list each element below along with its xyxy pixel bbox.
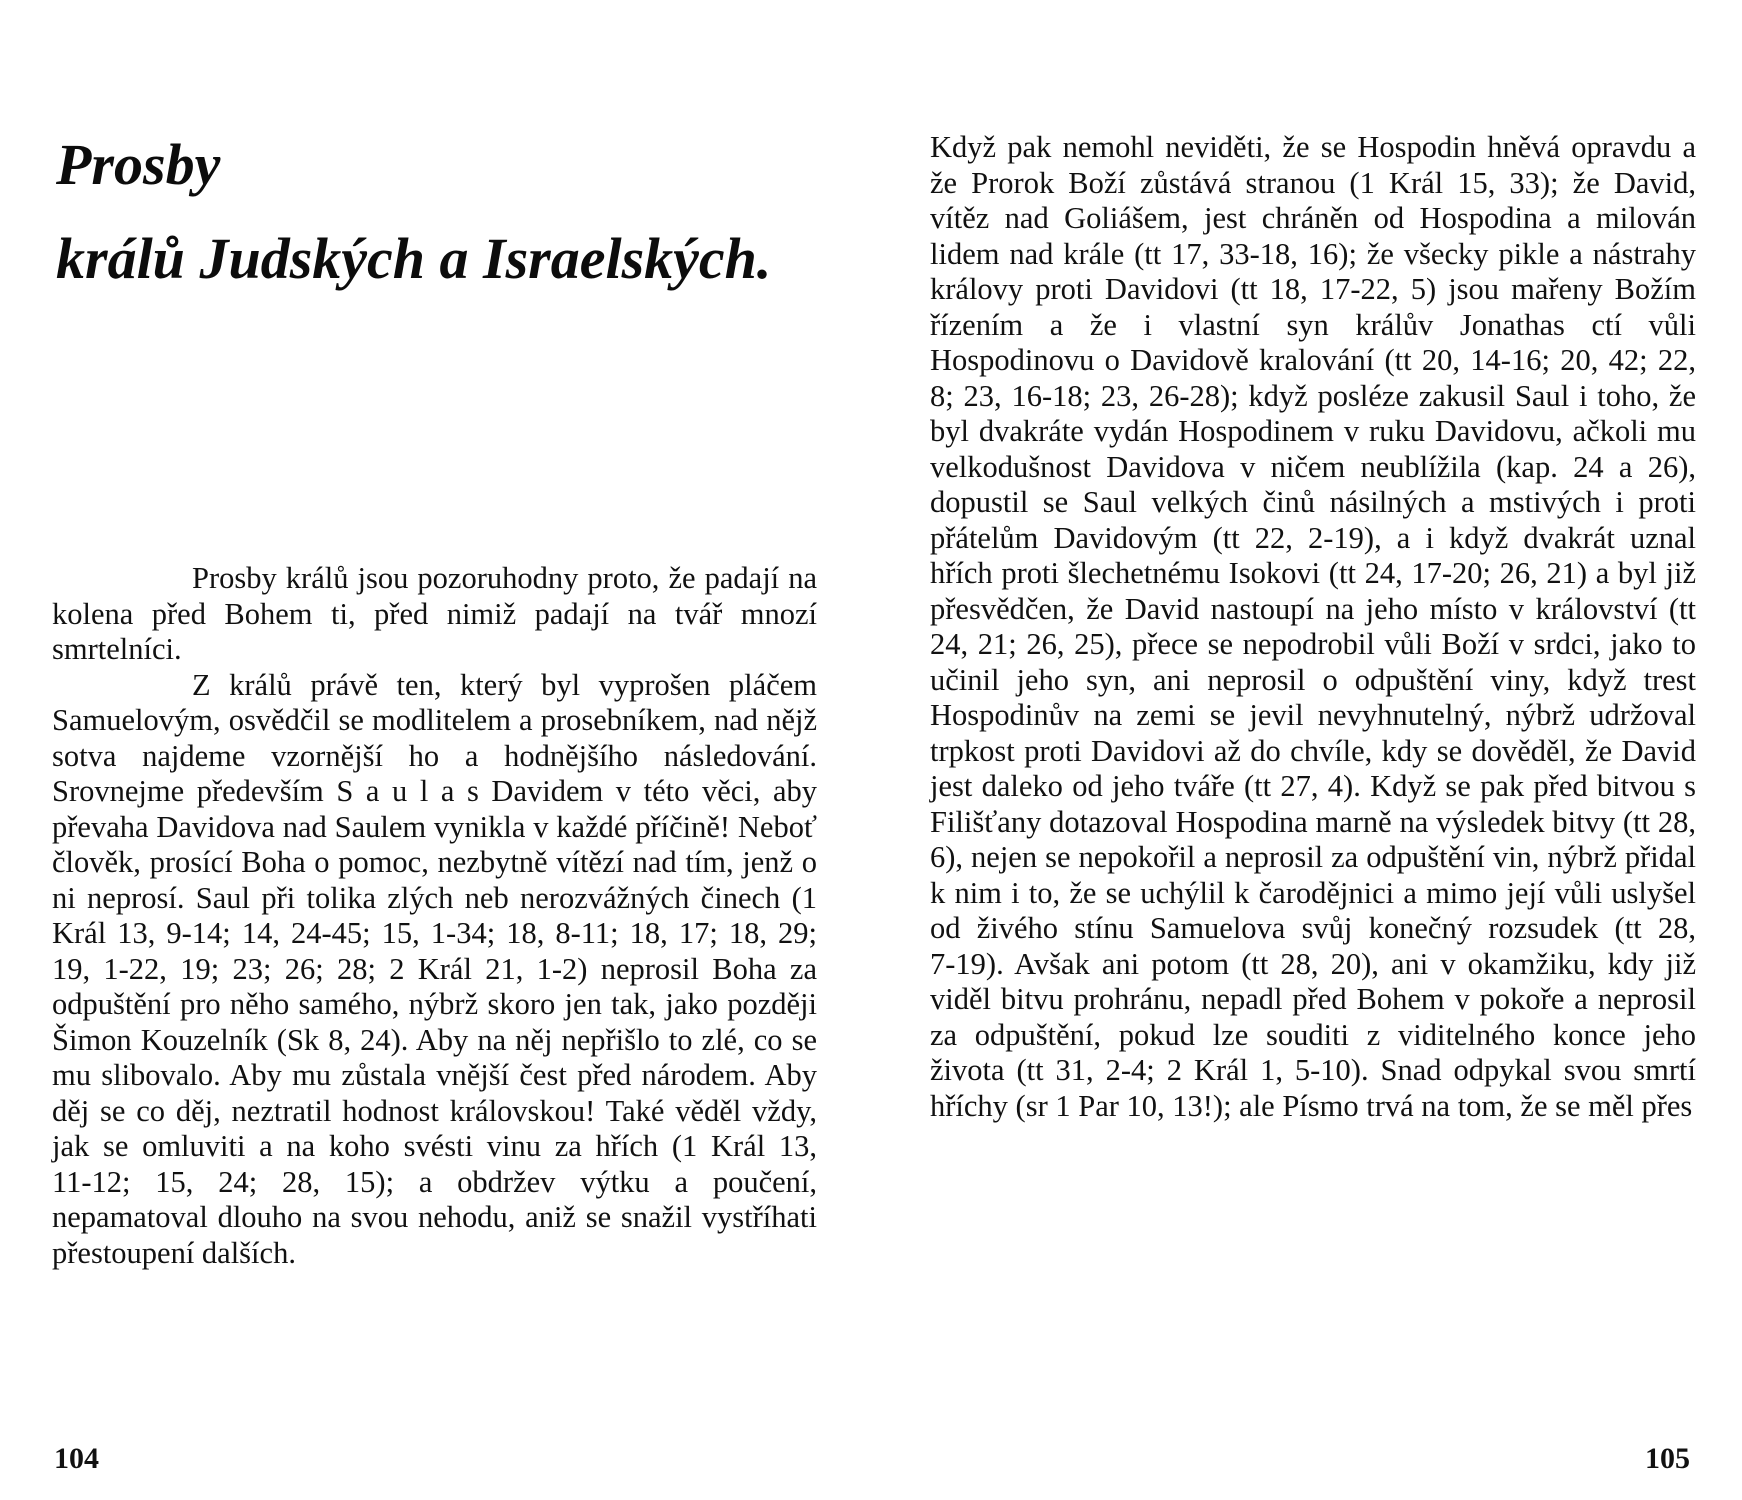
page-number-right: 105 bbox=[1645, 1442, 1690, 1475]
paragraph: Z králů právě ten, který byl vyprošen pláčem Samuelovým, osvědčil se modlitelem a prosebníkem, nad nějž sotva najdeme vzornější ho a hodnějšího následování. Srovnejme především S a u l a s Davidem v této věci, aby převaha Davidova nad Saulem vynikla v každé příčině! Neboť člověk, prosící Boha o pomoc, nezbytně vítězí nad tím, jenž o ni neprosí. Saul při tolika zlých neb nerozvážných činech (1 Král 13, 9‑14; 14, 24‑45; 15, 1‑34; 18, 8‑11; 18, 17; 18, 29; 19, 1‑22, 19; 23; 26; 28; 2 Král 21, 1‑2) neprosil Boha za odpuštění pro něho samého, nýbrž skoro jen tak, jako později Šimon Kouzelník (Sk 8, 24). Aby na něj nepřišlo to zlé, co se mu slibovalo. Aby mu zůstala vnější čest před národem. Aby děj se co děj, neztratil hodnost královskou! Také věděl vždy, jak se omluviti a na koho svésti vinu za hřích (1 Král 13, 11‑12; 15, 24; 28, 15); a obdržev výtku a poučení, nepamatoval dlouho na svou nehodu, aniž se snažil vystříhati přestoupení dalších. bbox=[52, 667, 817, 1270]
left-body-text bbox=[52, 561, 817, 1271]
paragraph: Když pak nemohl neviděti, že se Hospodin hněvá opravdu a že Prorok Boží zůstává stranou (1 Král 15, 33); že David, vítěz nad Goliášem, jest chráněn od Hospodina a milován lidem nad krále (tt 17, 33‑18, 16); že všecky pikle a nástrahy královy proti Davidovi (tt 18, 17‑22, 5) jsou mařeny Božím řízením a že i vlastní syn králův Jonathas ctí vůli Hospodinovu o Davidově kralování (tt 20, 14‑16; 20, 42; 22, 8; 23, 16‑18; 23, 26‑28); když posléze zakusil Saul i toho, že byl dvakráte vydán Hospodinem v ruku Davidovu, ačkoli mu velkodušnost Davidova v ničem neublížila (kap. 24 a 26), dopustil se Saul velkých činů násilných a mstivých i proti přátelům Davidovým (tt 22, 2‑19), a i když dvakrát uznal hřích proti šlechetnému Isokovi (tt 24, 17‑20; 26, 21) a byl již přesvědčen, že David nastoupí na jeho místo v království (tt 24, 21; 26, 25), přece se nepodrobil vůli Boží v srdci, jako to učinil jeho syn, ani neprosil o odpuštění viny, když trest Hospodinův na zemi se jevil nevyhnutelný, nýbrž udržoval trpkost proti Davidovi až do chvíle, kdy se dověděl, že David jest daleko od jeho tváře (tt 27, 4). Když se pak před bitvou s Filišťany dotazoval Hospodina marně na výsledek bitvy (tt 28, 6), nejen se nepokořil a neprosil za odpuštění vin, nýbrž přidal k nim i to, že se uchýlil k čarodějnici a mimo její vůli uslyšel od živého stínu Samuelova svůj konečný rozsudek (tt 28, 7‑19). Avšak ani potom (tt 28, 20), ani v okamžiku, kdy již viděl bitvu prohránu, nepadl před Bohem v pokoře a neprosil za odpuštění, pokud lze souditi z viditelného konce jeho života (tt 31, 2‑4; 2 Král 1, 5‑10). Snad odpykal svou smrtí hříchy (sr 1 Par 10, 13!); ale Písmo trvá na tom, že se měl přes bbox=[930, 130, 1696, 1123]
chapter-title-line-1: Prosby bbox=[56, 132, 221, 197]
right-body-text bbox=[930, 130, 1696, 1124]
chapter-title-line-2: králů Judských a Israelských. bbox=[56, 226, 772, 291]
page-number-left: 104 bbox=[54, 1442, 99, 1475]
right-page bbox=[871, 0, 1742, 1500]
paragraph: Prosby králů jsou pozoruhodny proto, že padají na kolena před Bohem ti, před nimiž padají na tvář mnozí smrtelníci. bbox=[52, 561, 817, 666]
chapter-title bbox=[56, 130, 776, 294]
